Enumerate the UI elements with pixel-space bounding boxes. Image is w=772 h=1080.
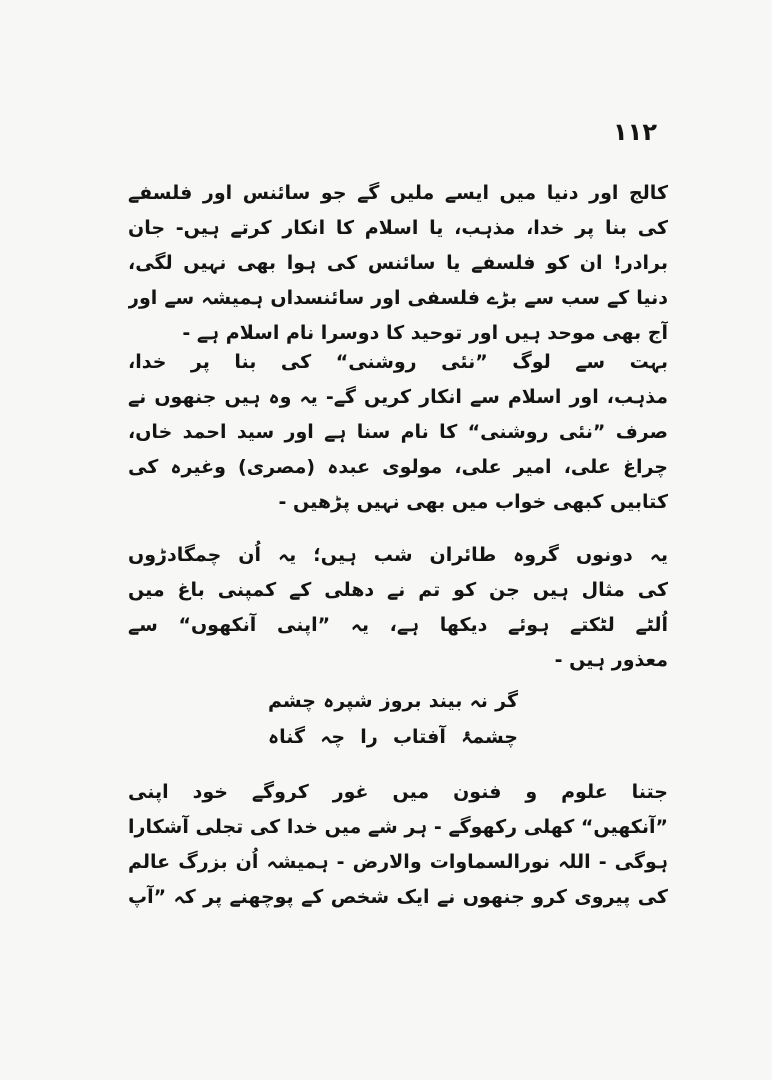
couplet-line: گر نہ بیند بروز شپرہ چشم: [268, 690, 518, 712]
paragraph-line: کتابیں کبھی خواب میں بھی نہیں پڑھیں -: [278, 491, 668, 513]
paragraph-line: صرف ”نئی روشنی“ کا نام سنا ہے اور سید احمد خاں،: [128, 421, 668, 443]
paragraph-4: [128, 775, 668, 915]
paragraph-line: ”آنکھیں“ کھلی رکھوگے - ہر شے میں خدا کی تجلی آشکارا: [128, 816, 668, 838]
persian-couplet: [268, 683, 518, 755]
paragraph-line: دنیا کے سب سے بڑے فلسفی اور سائنسداں ہمیشہ سے اور: [128, 287, 668, 309]
paragraph-line: جتنا علوم و فنون میں غور کروگے خود اپنی: [128, 781, 668, 803]
paragraph-line: بہت سے لوگ ”نئی روشنی“ کی بنا پر خدا،: [128, 351, 668, 373]
paragraph-line: کالج اور دنیا میں ایسے ملیں گے جو سائنس اور فلسفے: [128, 182, 668, 204]
paragraph-line: چراغ علی، امیر علی، مولوی عبدہ (مصری) وغیرہ کی: [128, 456, 668, 478]
paragraph-1: [128, 176, 668, 351]
paragraph-line: آج بھی موحد ہیں اور توحید کا دوسرا نام اسلام ہے -: [182, 322, 668, 344]
page-number: ۱۱۲: [613, 118, 657, 146]
paragraph-line: برادر! ان کو فلسفے یا سائنس کی ہوا بھی نہیں لگی،: [128, 252, 668, 274]
paragraph-line: معذور ہیں -: [554, 649, 668, 671]
paragraph-line: اُلٹے لٹکتے ہوئے دیکھا ہے، یہ ”اپنی آنکھوں“ سے: [128, 614, 668, 636]
paragraph-line: کی بنا پر خدا، مذہب، یا اسلام کا انکار کرتے ہیں- جان: [128, 217, 668, 239]
paragraph-3: [128, 538, 668, 678]
paragraph-line: کی پیروی کرو جنھوں نے ایک شخص کے پوچھنے پر کہ ”آپ: [128, 886, 668, 908]
paragraph-line: ہوگی - اللہ نورالسماوات والارض - ہمیشہ اُن بزرگ عالم: [128, 851, 668, 873]
couplet-line: چشمۂ آفتاب را چہ گناہ: [268, 726, 518, 748]
paragraph-2: [128, 345, 668, 520]
paragraph-line: یہ دونوں گروہ طائران شب ہیں؛ یہ اُن چمگادڑوں: [128, 544, 668, 566]
paragraph-line: مذہب، اور اسلام سے انکار کریں گے- یہ وہ ہیں جنھوں نے: [128, 386, 668, 408]
paragraph-line: کی مثال ہیں جن کو تم نے دھلی کے کمپنی باغ میں: [128, 579, 668, 601]
